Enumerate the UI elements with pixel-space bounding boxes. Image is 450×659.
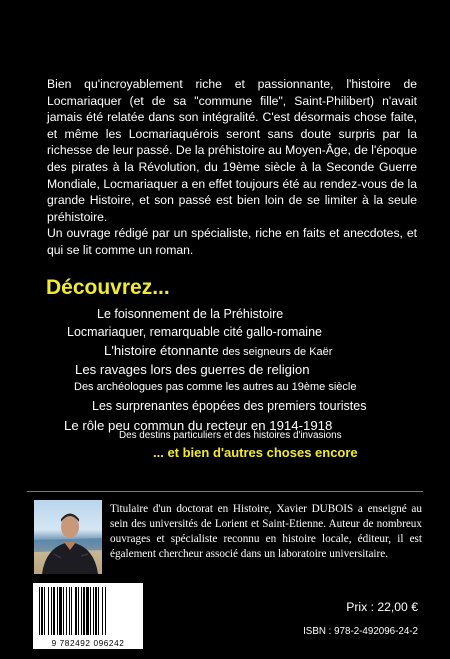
barcode-bar <box>75 587 77 635</box>
barcode <box>33 583 143 649</box>
discover-item: Des destins particuliers et des histoires d'invasions <box>119 430 342 441</box>
barcode-bar <box>102 587 103 635</box>
discover-item <box>104 343 332 358</box>
barcode-bar <box>41 587 43 635</box>
blurb-paragraph: Un ouvrage rédigé par un spécialiste, riche en faits et anecdotes, et qui se lit comme un roman. <box>47 226 417 257</box>
discover-item: Le foisonnement de la Préhistoire <box>97 307 284 321</box>
barcode-bars <box>33 583 143 639</box>
barcode-bar <box>57 587 58 635</box>
discover-item-part: des seigneurs de Kaër <box>222 346 333 358</box>
barcode-bar <box>53 587 55 635</box>
barcode-bar <box>105 587 106 635</box>
barcode-bar <box>78 587 79 635</box>
discover-heading: Découvrez... <box>46 276 170 299</box>
barcode-bar <box>48 587 49 635</box>
author-bio: Titulaire d'un doctorat en Histoire, Xavier DUBOIS a enseigné au sein des universités de Lorient et Saint-Etienne. Auteur de nombreux ouvrages et spécialiste reconnu en histoire locale, éditeur, il est également chercheur associé dans un laboratoire universitaire. <box>110 503 422 560</box>
barcode-bar <box>93 587 94 635</box>
discover-item: Les ravages lors des guerres de religion <box>75 362 310 377</box>
author-photo-image <box>34 500 102 574</box>
barcode-bar <box>69 587 70 635</box>
barcode-bar <box>44 587 45 635</box>
barcode-digits: 9 782492 096242 <box>51 639 125 648</box>
author-photo <box>34 500 102 574</box>
barcode-bar <box>71 587 72 635</box>
barcode-bar <box>83 587 85 635</box>
price: Prix : 22,00 € <box>346 600 418 614</box>
discover-item: Des archéologues pas comme les autres au 19ème siècle <box>74 381 357 393</box>
barcode-bar <box>66 587 67 635</box>
barcode-bar <box>81 587 82 635</box>
divider <box>27 491 423 492</box>
barcode-bar <box>95 587 97 635</box>
more-text: ... et bien d'autres choses encore <box>153 445 358 460</box>
barcode-bar <box>63 587 64 635</box>
back-cover-blurb <box>47 76 417 259</box>
discover-item: Les surprenantes épopées des premiers touristes <box>92 399 367 413</box>
isbn: ISBN : 978-2-492096-24-2 <box>303 626 418 637</box>
barcode-bar <box>39 587 40 635</box>
barcode-bar <box>59 587 62 635</box>
discover-item: Le rôle peu commun du recteur en 1914-1918 <box>64 418 333 433</box>
barcode-bar <box>90 587 91 635</box>
discover-item-part: L'histoire étonnante <box>104 343 219 358</box>
barcode-bar <box>86 587 89 635</box>
discover-item: Locmariaquer, remarquable cité gallo-romaine <box>67 325 322 339</box>
blurb-paragraph: Bien qu'incroyablement riche et passionnante, l'histoire de Locmariaquer (et de sa "commune fille", Saint-Philibert) n'avait jamais été relatée dans son intégralité. C'est désormais chose faite, et même les Locmariaquérois seront sans doute surpris par la richesse de leur passé. De la préhistoire au Moyen-Âge, de l'époque des pirates à la Révolution, du 19ème siècle à la Seconde Guerre Mondiale, Locmariaquer a en effet toujours été au rendez-vous de la grande Histoire, et son passé est bien loin de se limiter à la seule préhistoire. <box>47 77 417 224</box>
barcode-bar <box>51 587 52 635</box>
barcode-bar <box>98 587 99 635</box>
